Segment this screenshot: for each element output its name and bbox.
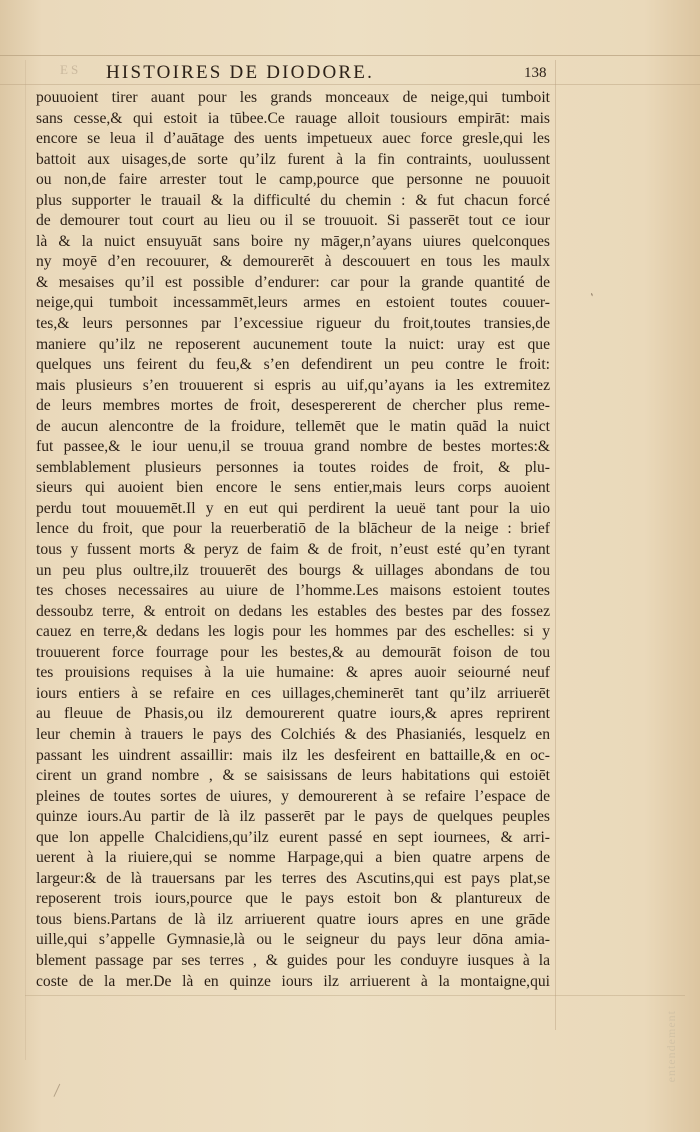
text-line: uerent à la riuiere,qui se nomme Harpage,qui a bien quatre arpens de: [36, 849, 550, 867]
text-line: perdu tout mouuemēt.Il y en eut qui perdirent la ueuë tant pour la uio: [36, 499, 550, 517]
text-line: uille,qui s’appelle Gymnasie,là ou le seigneur du pays leur dōna amia-: [36, 931, 550, 949]
text-line: tes choses necessaires au uiure de l’homme.Les maisons estoient toutes: [36, 582, 550, 600]
text-line: tous biens.Partans de là ilz arriuerent quatre iours apres en une grāde: [36, 910, 550, 928]
text-line: de aucun alencontre de la froidure, tellemēt que le matin quād la nuict: [36, 417, 550, 435]
text-line: un peu plus oultre,ilz trouuerēt des bourgs & uillages abondans de tou: [36, 561, 550, 579]
text-line: maniere qu’ilz ne reposerent aucunement toute la nuict: uray est que: [36, 335, 550, 353]
text-line: mais plusieurs s’en trouuerent si espris au uif,qu’ayans ia les extremitez: [36, 376, 550, 394]
bottom-rule: [25, 995, 685, 996]
header-rule: [0, 84, 700, 85]
text-line: fut passee,& le iour uenu,il se trouua grand nombre de bestes mortes:&: [36, 438, 550, 456]
text-line: là & la nuict ensuyuāt sans boire ny māger,n’ayans uiures quelconques: [36, 232, 550, 250]
ghost-header-text: ES: [60, 62, 82, 77]
text-line: leur chemin à trauers le pays des Colchiés & des Phasianiés, lesquelz en: [36, 725, 550, 743]
text-line: reposerent trois iours,pource que le pays estoit bon & plantureux de: [36, 890, 550, 908]
right-margin-rule: [555, 60, 556, 1030]
text-line: encore se leua il d’auātage des uents impetueux auec force gresle,qui les: [36, 130, 550, 148]
text-line: sieurs qui auoient bien encore le sens entier,mais leurs corps auoient: [36, 479, 550, 497]
text-line: & mesaises qu’il est possible d’endurer: car pour la grande quantité de: [36, 273, 550, 291]
text-line: plus supporter le trauail & la difficulté du chemin : & fut chacun forcé: [36, 191, 550, 209]
text-line: passant les uindrent assaillir: mais ilz les desfeirent en battaille,& en oc-: [36, 746, 550, 764]
bleed-through-text: entendement: [664, 1010, 678, 1083]
text-line: trouuerent force fourrage pour les bestes,& au demourāt foison de tou: [36, 643, 550, 661]
margin-scratch-mark: [53, 1084, 67, 1100]
text-line: tes prouisions requises à la uie humaine: & apres auoir seiourné neuf: [36, 664, 550, 682]
text-line: quelques uns feirent du feu,& s’en defendirent un peu contre le froit:: [36, 356, 550, 374]
text-line: cirent un grand nombre , & se saisissans de leurs habitations qui estoiēt: [36, 767, 550, 785]
text-line: ny moyē d’en recouurer, & demourerēt à descouuert en tous les maulx: [36, 253, 550, 271]
text-line: au fleuue de Phasis,ou ilz demourerent quatre iours,& apres reprirent: [36, 705, 550, 723]
text-line: iours entiers à se refaire en ces uillages,cheminerēt tant qu’ilz arriuerēt: [36, 684, 550, 702]
text-line: coste de la mer.De là en quinze iours ilz arriuerent à la montaigne,qui: [36, 972, 550, 990]
running-header: HISTOIRES DE DIODORE.: [106, 62, 375, 83]
text-line: tes,& leurs personnes par l’excessiue rigueur du froit,toutes transies,de: [36, 315, 550, 333]
text-line: pouuoient tirer auant pour les grands monceaux de neige,qui tumboit: [36, 89, 550, 106]
body-text: [36, 88, 550, 992]
text-line: sans cesse,& qui estoit ia tūbee.Ce rauage alloit tousiours empirāt: mais: [36, 109, 550, 127]
text-line: pleines de toutes sortes de uiures, y demourerent à se refaire l’espace de: [36, 787, 550, 805]
top-rule: [0, 55, 700, 56]
text-line: tous y fussent morts & peryz de faim & de froit, n’eust esté qu’en tyrant: [36, 541, 550, 559]
left-margin-rule: [25, 60, 26, 1060]
text-line: quinze iours.Au partir de là ilz passerēt par le pays de quelques peuples: [36, 808, 550, 826]
margin-mark: ˎ: [589, 282, 602, 297]
text-line: de demourer tout court au lieu ou il se trouuoit. Si passerēt tout ce iour: [36, 212, 550, 230]
text-line: dessoubz terre, & entroit on dedans les estables des bestes par des fossez: [36, 602, 550, 620]
text-line: largeur:& de là trauersans par les terres des Ascutins,qui est pays plat,se: [36, 869, 550, 887]
text-line: battoit aux uisages,de sorte qu’ilz furent à la fin contraints, uoulussent: [36, 150, 550, 168]
text-line: de leurs membres mortes de froit, desespererent de chercher plus reme-: [36, 397, 550, 415]
text-line: cauez en terre,& dedans les logis pour les hommes par des eschelles: si y: [36, 623, 550, 641]
text-line: lence du froit, que pour la reuerberatiō de la blācheur de la neige : brief: [36, 520, 550, 538]
text-line: blement passage par ses terres , & guides pour les conduyre iusques à la: [36, 951, 550, 969]
text-line: que lon appelle Chalcidiens,qu’ilz eurent passé en sept iournees, & arri-: [36, 828, 550, 846]
text-line: ou non,de faire arrester tout le camp,pource que personne ne pouuoit: [36, 171, 550, 189]
page-number: 138: [524, 65, 547, 81]
text-line: semblablement plusieurs personnes ia toutes roides de froit, & plu-: [36, 458, 550, 476]
text-line: neige,qui tumboit incessammēt,leurs armes en estoient toutes couuer-: [36, 294, 550, 312]
